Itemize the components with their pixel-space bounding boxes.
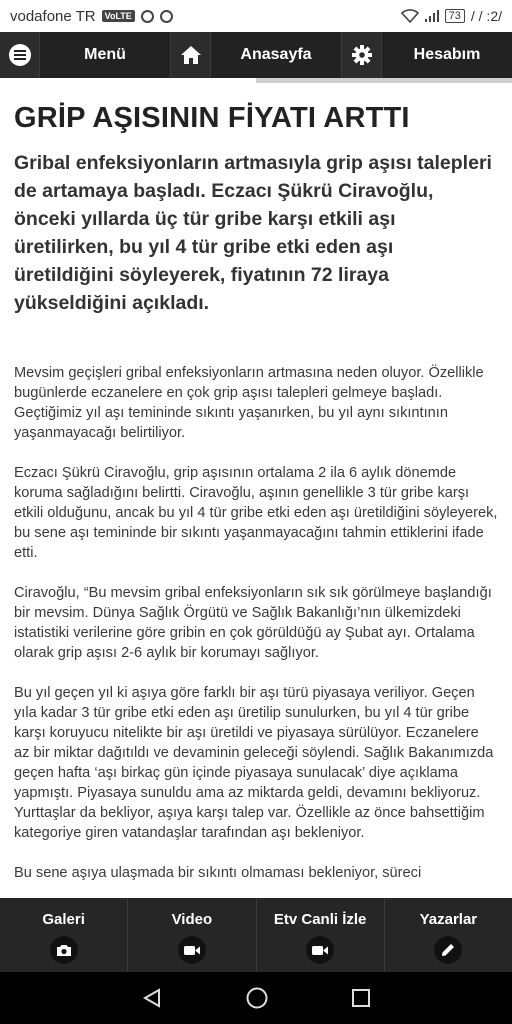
account-label: Hesabım [413,46,481,63]
article-body [14,363,498,883]
volte-badge: VoLTE [102,10,135,22]
tab-video-label: Video [171,911,213,928]
carrier-name: vodafone TR [10,7,96,25]
tab-authors[interactable] [385,898,512,972]
browser-icon [160,10,173,23]
tab-live-tv[interactable] [257,898,385,972]
menu-label: Menü [84,46,126,63]
tab-live-tv-label: Etv Canli İzle [273,911,367,928]
back-icon[interactable] [141,987,163,1009]
video-camera-icon [306,936,334,964]
tab-gallery-label: Galeri [42,911,85,928]
battery-level: 73 [445,9,465,23]
hamburger-icon [0,32,40,78]
article-paragraph: Mevsim geçişleri gribal enfeksiyonların artmasına neden oluyor. Özellikle bugünlerde eczanelere en çok grip aşısı talepleri gelmeye başladı. Geçtiğimiz yıl aşı temininde sıkıntı yaşanırken, bu yıl aynı sıkıntının yaşanmayacağı belirtiliyor. [14,365,484,441]
wifi-icon [401,9,419,23]
gear-icon [342,32,382,78]
status-time: / / :2/ [470,8,502,24]
home-icon [171,32,211,78]
recents-icon[interactable] [351,988,371,1008]
signal-icon [425,10,439,22]
video-camera-icon [178,936,206,964]
home-label: Anasayfa [240,46,312,63]
top-nav [0,32,512,78]
status-right [401,8,502,24]
article-paragraph: Ciravoğlu, “Bu mevsim gribal enfeksiyonların sık sık görülmeye başlandığı bir mevsim. Dünya Sağlık Örgütü ve Sağlık Bakanlığı’nın ülkemizdeki istatistiki verilerine göre gribin en çok görüldüğü ay Şubat ayı. Ortalama olarak grip aşısı 2-6 aylık bir korumayı sağlıyor. [14,585,492,661]
article-paragraph: Eczacı Şükrü Ciravoğlu, grip aşısının ortalama 2 ila 6 aylık dönemde koruma sağladığını belirtti. Ciravoğlu, aşının genellikle 3 tür gribe karşı etkili olduğunu, ancak bu yıl 4 tür gribe etki eden aşı üretildiğini söyleyerek, bu sene aşı temininde bir sıkıntı yaşanmayacağını tahmin ettiklerini ifade etti. [14,465,498,561]
home-button[interactable] [171,32,342,78]
camera-icon [50,936,78,964]
article-title: GRİP AŞISININ FİYATI ARTTI [14,102,410,134]
sync-icon [141,10,154,23]
home-circle-icon[interactable] [245,986,269,1010]
pencil-icon [434,936,462,964]
menu-button[interactable] [0,32,171,78]
tab-gallery[interactable] [0,898,128,972]
status-bar [0,0,512,32]
tab-video[interactable] [128,898,256,972]
system-nav-bar [0,972,512,1024]
article-lead: Gribal enfeksiyonların artmasıyla grip aşısı talepleri de artamaya başladı. Eczacı Şükrü Ciravoğlu, önceki yıllarda üç tür gribe karşı etkili aşı üretilirken, bu yıl 4 tür gribe etki eden aşı üretildiğini söyleyerek, fiyatının 72 liraya yükseldiğini açıkladı. [14,152,492,314]
status-left [10,8,173,25]
bottom-nav [0,898,512,972]
tab-authors-label: Yazarlar [419,911,478,928]
article-paragraph: Bu sene aşıya ulaşmada bir sıkıntı olmaması bekleniyor, süreci [14,865,422,881]
article[interactable] [0,83,512,898]
article-paragraph: Bu yıl geçen yıl ki aşıya göre farklı bir aşı türü piyasaya veriliyor. Geçen yıla kadar 3 tür gribe etki eden aşı üretilip sunulurken, bu yıl 4 tür gribe karşı koruyucu nitelikte bir aşı üretildi ve piyasaya sürülüyor. Eczanelere az bir miktar dağıtıldı ve devaminin geleceği söylendi. Sağlık Bakanımızda geçen hafta ‘aşı birkaç gün içinde piyasaya sunulacak’ diye açıklama yapmıştı. Piyasaya sunuldu ama az miktarda geldi, devamını bekliyoruz. Yurttaşlar da bekliyor, aşıya karşı talep var. Özellikle az önce bahsettiğim kategoriye giren vatandaşlar tarafından aşı bekleniyor. [14,685,494,841]
account-button[interactable] [342,32,512,78]
